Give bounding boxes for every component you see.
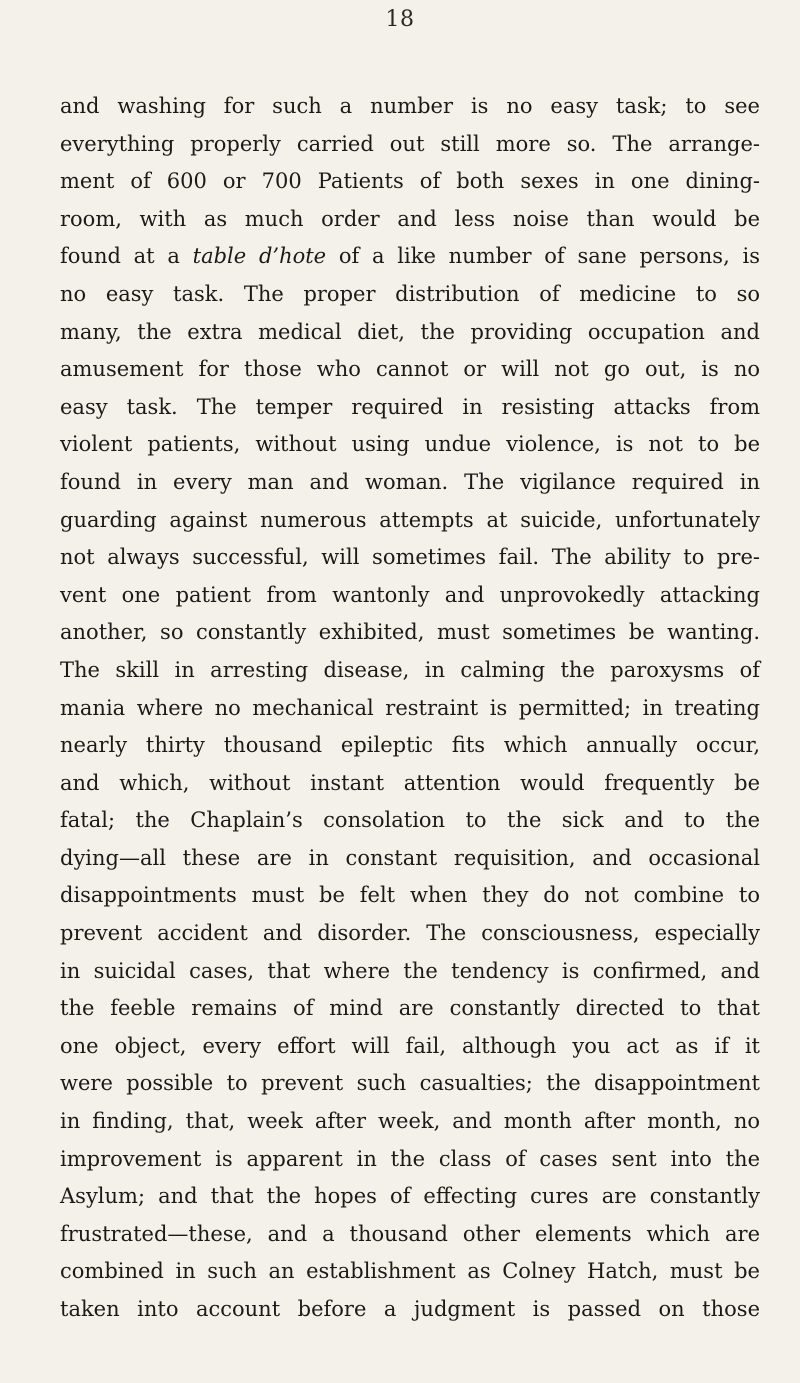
- text-line: amusement for those who cannot or will not go out, is no: [60, 357, 760, 382]
- text-line: found in every man and woman. The vigilance required in: [60, 469, 760, 494]
- text-line: taken into account before a judgment is passed on those: [60, 1297, 760, 1321]
- text-line: vent one patient from wantonly and unprovokedly attacking: [60, 582, 760, 607]
- text-line: The skill in arresting disease, in calming the paroxysms of: [60, 657, 760, 682]
- italic-phrase: table d’hote: [192, 244, 327, 269]
- text-line: easy task. The temper required in resisting attacks from: [60, 394, 760, 419]
- text-line: were possible to prevent such casualties; the disappointment: [60, 1071, 760, 1096]
- text-line: not always successful, will sometimes fail. The ability to pre-: [60, 545, 760, 570]
- text-line: and washing for such a number is no easy task; to see: [60, 94, 760, 118]
- text-line: room, with as much order and less noise than would be: [60, 206, 760, 231]
- text-line: Asylum; and that the hopes of effecting cures are constantly: [60, 1184, 760, 1209]
- text-line: nearly thirty thousand epileptic fits which annually occur,: [60, 733, 760, 758]
- text-line: the feeble remains of mind are constantly directed to that: [60, 996, 760, 1021]
- text-line: dying—all these are in constant requisition, and occasional: [60, 845, 760, 870]
- text-line: in finding, that, week after week, and month after month, no: [60, 1109, 760, 1134]
- text-line: one object, every effort will fail, although you act as if it: [60, 1033, 760, 1058]
- text-line: no easy task. The proper distribution of medicine to so: [60, 281, 760, 306]
- body-text: [60, 88, 760, 1329]
- text-line: prevent accident and disorder. The consciousness, especially: [60, 921, 760, 946]
- text-span: found at a: [60, 244, 180, 269]
- text-line: ment of 600 or 700 Patients of both sexes in one dining-: [60, 169, 760, 194]
- page-number: 18: [385, 7, 415, 32]
- text-line: many, the extra medical diet, the providing occupation and: [60, 319, 760, 344]
- text-line: violent patients, without using undue violence, is not to be: [60, 432, 760, 457]
- text-line: improvement is apparent in the class of cases sent into the: [60, 1146, 760, 1171]
- text-line: [60, 238, 760, 276]
- text-line: in suicidal cases, that where the tendency is confirmed, and: [60, 958, 760, 983]
- text-span: of a like number of sane persons, is: [338, 244, 760, 269]
- text-line: frustrated—these, and a thousand other elements which are: [60, 1221, 760, 1246]
- text-line: guarding against numerous attempts at suicide, unfortunately: [60, 507, 760, 532]
- text-line: everything properly carried out still more so. The arrange-: [60, 131, 760, 156]
- text-line: combined in such an establishment as Colney Hatch, must be: [60, 1259, 760, 1284]
- text-line: another, so constantly exhibited, must sometimes be wanting.: [60, 620, 760, 645]
- text-line: and which, without instant attention would frequently be: [60, 770, 760, 795]
- text-line: mania where no mechanical restraint is permitted; in treating: [60, 695, 760, 720]
- text-line: disappointments must be felt when they do not combine to: [60, 883, 760, 908]
- text-line: fatal; the Chaplain’s consolation to the sick and to the: [60, 808, 760, 833]
